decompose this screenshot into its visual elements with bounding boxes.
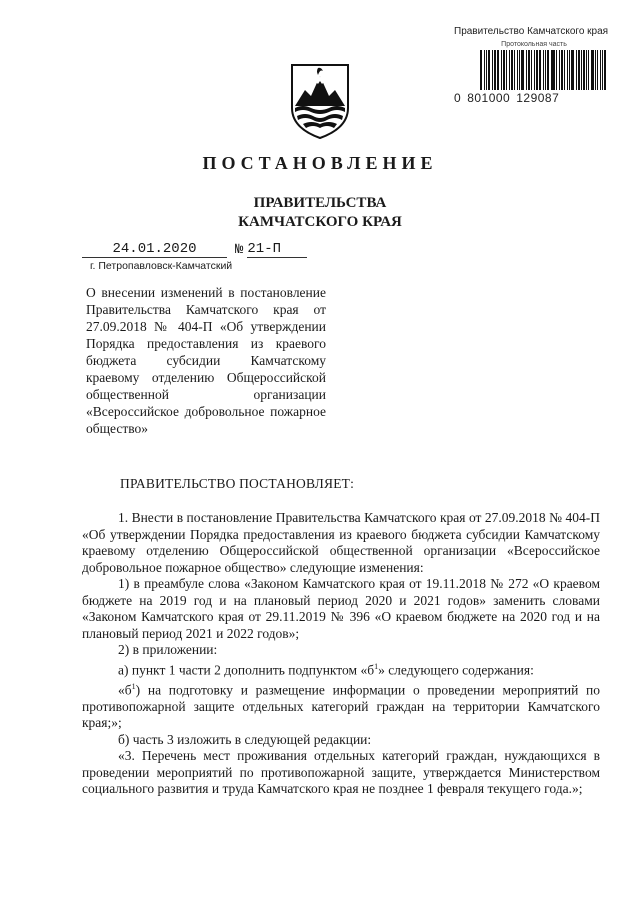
barcode-bar <box>600 50 601 90</box>
barcode-bar <box>545 50 546 90</box>
barcode-bar <box>576 50 577 90</box>
barcode-bar <box>551 50 552 90</box>
barcode-bar <box>517 50 518 90</box>
body-paragraph: 2) в приложении: <box>118 642 218 657</box>
body-paragraph <box>82 659 600 679</box>
barcode-bar <box>492 50 493 90</box>
issuer-line: КАМЧАТСКОГО КРАЯ <box>238 214 402 230</box>
barcode-bar <box>494 50 496 90</box>
barcode-digit-group: 129087 <box>516 91 560 105</box>
barcode-bar <box>509 50 510 90</box>
barcode-bar <box>521 50 524 90</box>
barcode-bar <box>569 50 570 90</box>
barcode-bar <box>484 50 485 90</box>
document-city: г. Петропавловск-Камчатский <box>90 260 233 272</box>
text-fragment: » следующего содержания: <box>378 662 534 677</box>
barcode-bar <box>586 50 587 90</box>
decree-line: ПРАВИТЕЛЬСТВО ПОСТАНОВЛЯЕТ: <box>120 476 355 491</box>
barcode-bar <box>531 50 532 90</box>
barcode-bar <box>519 50 521 90</box>
barcode-digit-group: 0 <box>454 91 462 105</box>
number-sign: № <box>235 242 244 258</box>
superscript: 1 <box>131 681 136 691</box>
body-paragraph: 1. Внести в постановление Правительства Камчатского края от 27.09.2018 № 404-П «Об утверждении Порядка предоставления из краевого бюджета субсидии Камчатскому краевому отделению Общероссийской общественной организации «Всероссийское добровольное пожарное общество» следующие изменения: <box>82 510 600 575</box>
barcode-bar <box>534 50 535 90</box>
barcode-bar <box>552 50 555 90</box>
stamp-header: Правительство Камчатского края <box>454 26 609 37</box>
barcode-bar <box>514 50 515 90</box>
document-subject: О внесении изменений в постановление Правительства Камчатского края от 27.09.2018 № 404-П «Об утверждении Порядка предоставления из краевого бюджета субсидии Камчатскому краевому отделению Общероссийской общественной организации «Всероссийское добровольное пожарное общество» <box>86 285 326 436</box>
barcode-bar <box>506 50 507 90</box>
body-paragraph: б) часть 3 изложить в следующей редакции: <box>118 731 372 747</box>
barcode-bar <box>578 50 580 90</box>
text-fragment: ) на подготовку и размещение информации о проведении мероприятий по противопожарной защите отдельных категорий граждан на территории Камчатского края;»; <box>82 682 600 730</box>
registration-block <box>82 241 322 272</box>
text-fragment: а) пункт 1 части 2 дополнить подпунктом «б <box>118 662 375 677</box>
barcode-bar <box>497 50 499 90</box>
barcode-bar <box>480 50 482 90</box>
body-paragraph: «3. Перечень мест проживания отдельных категорий граждан, нуждающихся в проведении мероприятий по противопожарной защите, утверждается Министерством социального развития и труда Камчатского края не позднее 1 февраля текущего года.»; <box>82 748 600 796</box>
barcode-bar <box>503 50 506 90</box>
barcode-number <box>454 91 614 105</box>
superscript: 1 <box>374 661 379 671</box>
barcode-bar <box>486 50 487 90</box>
barcode-bar <box>559 50 560 90</box>
barcode-bar <box>488 50 491 90</box>
barcode-bar <box>547 50 549 90</box>
barcode-bar <box>583 50 585 90</box>
text-fragment: «б <box>118 682 132 697</box>
barcode-bar <box>511 50 513 90</box>
stamp-subheader: Протокольная часть <box>501 41 567 48</box>
barcode-bar <box>588 50 589 90</box>
barcode <box>480 50 608 90</box>
barcode-bar <box>536 50 539 90</box>
document-body <box>82 510 600 798</box>
barcode-bar <box>604 50 606 90</box>
issuer-heading <box>0 194 640 232</box>
barcode-bar <box>591 50 594 90</box>
issuer-line: ПРАВИТЕЛЬСТВА <box>253 195 387 211</box>
document-number: 21-П <box>247 241 307 258</box>
registration-stamp <box>454 26 614 105</box>
barcode-bar <box>501 50 502 90</box>
barcode-bar <box>571 50 574 90</box>
barcode-bar <box>564 50 566 90</box>
barcode-bar <box>556 50 557 90</box>
body-paragraph: 1) в преамбуле слова «Законом Камчатского края от 19.11.2018 № 272 «О краевом бюджете на 2019 год и на плановый период 2020 и 2021 годов» заменить словами «Законом Камчатского края от 29.11.2019 № 396 «О краевом бюджете на 2020 год и на плановый период 2021 и 2022 годов»; <box>82 576 600 641</box>
document-title: ПОСТАНОВЛЕНИЕ <box>202 153 438 173</box>
barcode-bar <box>561 50 563 90</box>
barcode-bar <box>602 50 603 90</box>
barcode-bar <box>543 50 544 90</box>
barcode-bar <box>567 50 568 90</box>
barcode-digit-group: 801000 <box>467 91 511 105</box>
barcode-bar <box>581 50 582 90</box>
barcode-bar <box>528 50 530 90</box>
barcode-bar <box>595 50 596 90</box>
barcode-bar <box>526 50 527 90</box>
barcode-bar <box>539 50 541 90</box>
kamchatka-emblem-icon <box>289 62 351 140</box>
barcode-bar <box>597 50 599 90</box>
body-paragraph <box>82 679 600 732</box>
document-date: 24.01.2020 <box>82 241 227 258</box>
